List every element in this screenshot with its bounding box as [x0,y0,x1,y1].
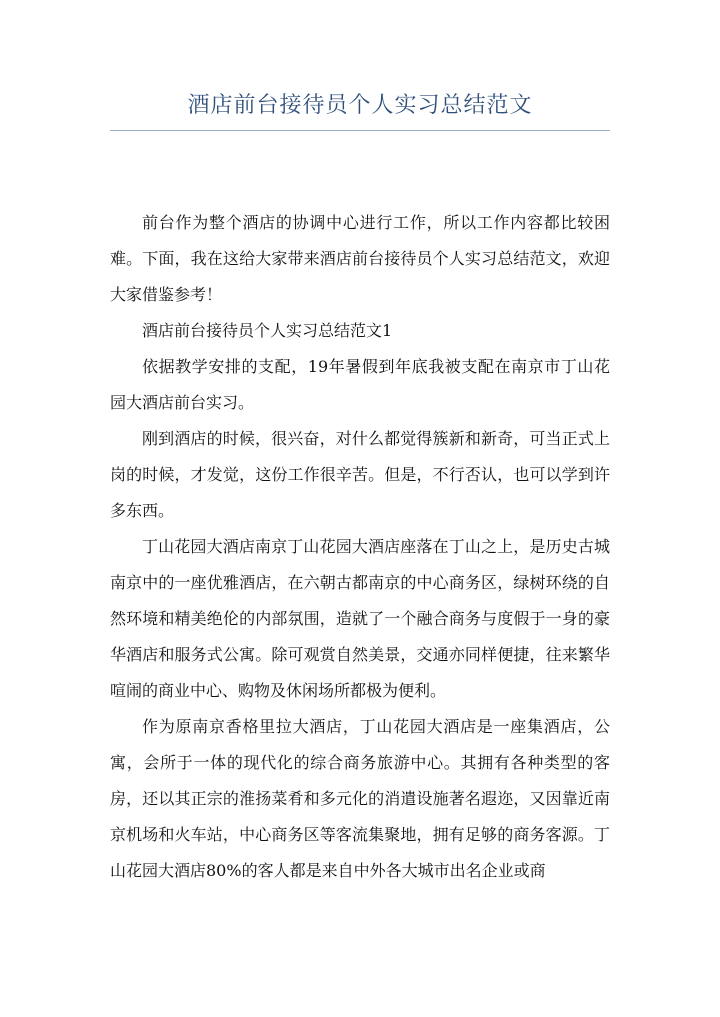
paragraph-intro: 前台作为整个酒店的协调中心进行工作，所以工作内容都比较困难。下面，我在这给大家带来酒店前台接待员个人实习总结范文，欢迎大家借鉴参考！ [110,213,610,304]
paragraph-arrangement: 依据教学安排的支配，19年暑假到年底我被支配在南京市丁山花园大酒店前台实习。 [110,357,610,412]
section-heading: 酒店前台接待员个人实习总结范文1 [142,321,393,340]
paragraph-first-impression: 刚到酒店的时候，很兴奋，对什么都觉得簇新和新奇，可当正式上岗的时候，才发觉，这份工作很辛苦。但是，不行否认，也可以学到许多东西。 [110,429,610,520]
paragraph-hotel-description: 丁山花园大酒店南京丁山花园大酒店座落在丁山之上，是历史古城南京中的一座优雅酒店，在六朝古都南京的中心商务区，绿树环绕的自然环境和精美绝伦的内部氛围，造就了一个融合商务与度假于一身的豪华酒店和服务式公寓。除可观赏自然美景，交通亦同样便捷，往来繁华喧闹的商业中心、购物及休闲场所都极为便利。 [110,537,610,700]
document-title: 酒店前台接待员个人实习总结范文 [187,93,533,118]
document-body [110,205,610,889]
paragraph-hotel-history: 作为原南京香格里拉大酒店，丁山花园大酒店是一座集酒店，公寓，会所于一体的现代化的综合商务旅游中心。其拥有各种类型的客房，还以其正宗的淮扬菜肴和多元化的消遣设施著名遐迩，又因靠近南京机场和火车站，中心商务区等客流集聚地，拥有足够的商务客源。丁山花园大酒店80%的客人都是来自中外各大城市出名企业或商 [110,717,610,880]
title-divider [110,130,610,131]
